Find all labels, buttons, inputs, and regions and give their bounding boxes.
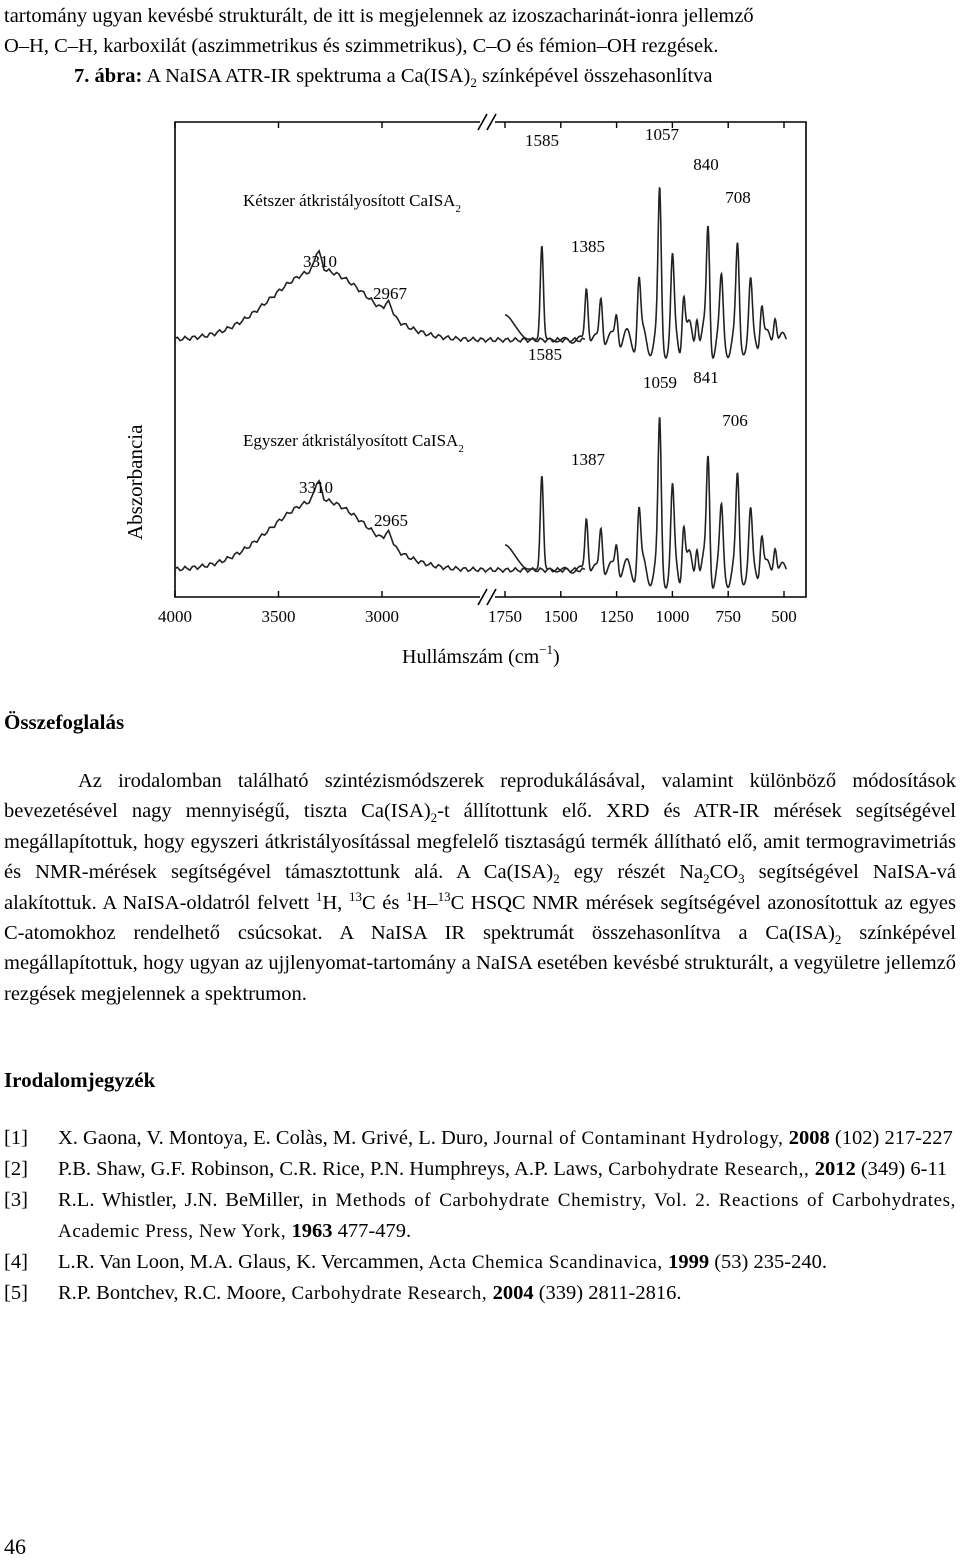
page-number: 46 <box>4 1534 26 1559</box>
peak-label: 1385 <box>571 237 605 256</box>
figure-caption <box>74 64 713 91</box>
peak-label: 708 <box>725 188 751 207</box>
axis-break-marks <box>478 114 496 605</box>
section-heading-references: Irodalomjegyzék <box>4 1068 156 1092</box>
series-name-bottom: Egyszer átkristályosított CaISA$_2$ <box>243 431 464 455</box>
caption-subscript: 2 <box>470 75 477 91</box>
reference-item <box>4 1247 956 1278</box>
reference-pages: (339) 2811-2816. <box>533 1282 682 1304</box>
summary-paragraph: Az irodalomban található szintézismódszerek reprodukálásával, valamint különböző módosítások bevezetésével nagy mennyiségű, tiszta $Ca(ISA)_2-t$ állítottunk elő. XRD és ATR-IR mérések segítségével megállapítottuk, hogy egyszeri átkristályosítással megfelelő tisztaságú termék állítható elő, amit termogravimetriás és NMR-mérések segítségével támasztottunk alá. A $Ca(ISA)_2$ egy részét $Na_2CO_3$ segítségével NaISA-vá alakítottuk. A NaISA-oldatról felvett $^1$H, $^{13}$C és $^1$H–$^{13}$C HSQC NMR mérések segítségével azonosítottuk az egyes C-atomokhoz rendelhető csúcsokat. A NaISA IR spektrumát összehasonlítva a $Ca(ISA)_2$ színképével megállapítottuk, hogy ugyan az ujjlenyomat-tartomány a NaISA esetében kevésbé strukturált, a vegyületre jellemző rezgések megjelennek a spektrumon. <box>4 770 957 1005</box>
series-line-top <box>175 187 786 358</box>
reference-pages: 477-479. <box>332 1220 412 1242</box>
x-axis-tick-labels <box>158 607 797 626</box>
reference-authors: P.B. Shaw, G.F. Robinson, C.R. Rice, P.N. Humphreys, A.P. Laws, <box>58 1158 603 1180</box>
x-tick-label: 3000 <box>365 607 399 626</box>
ir-spectrum-chart <box>0 100 960 680</box>
reference-item <box>4 1278 956 1309</box>
reference-number: [3] <box>4 1189 28 1211</box>
x-tick-label: 4000 <box>158 607 192 626</box>
peak-labels <box>299 125 751 530</box>
peak-label: 2967 <box>373 284 407 303</box>
x-tick-label: 1000 <box>655 607 690 626</box>
series-name-top: Kétszer átkristályosított CaISA$_2$ <box>243 191 461 215</box>
peak-label: 841 <box>693 368 719 387</box>
peak-label: 1585 <box>528 345 562 364</box>
peak-label: 1059 <box>643 373 677 392</box>
peak-label: 840 <box>693 155 719 174</box>
peak-label: 3310 <box>299 478 333 497</box>
peak-label: 706 <box>722 411 748 430</box>
reference-list <box>4 1123 956 1309</box>
y-axis-label: Abszorbancia <box>123 424 147 540</box>
reference-item <box>4 1185 956 1247</box>
reference-authors: R.P. Bontchev, R.C. Moore, <box>58 1282 287 1304</box>
reference-year: 2012 <box>814 1158 856 1180</box>
reference-authors: X. Gaona, V. Montoya, E. Colàs, M. Grivé, L. Duro, <box>58 1127 489 1149</box>
reference-number: [5] <box>4 1282 28 1304</box>
reference-journal: Carbohydrate Research, <box>286 1283 493 1304</box>
reference-number: [2] <box>4 1158 28 1180</box>
peak-label: 3310 <box>303 252 337 271</box>
reference-authors: L.R. Van Loon, M.A. Glaus, K. Vercammen, <box>58 1251 424 1273</box>
reference-number: [1] <box>4 1127 28 1149</box>
reference-pages: (102) 217-227 <box>829 1127 953 1149</box>
reference-item <box>4 1123 956 1154</box>
reference-year: 1963 <box>291 1220 333 1242</box>
reference-journal: in Methods of Carbohydrate Chemistry, Vol. 2. Reactions of Carbohydrates, Academic Press, New York, <box>58 1190 956 1242</box>
reference-journal: Carbohydrate Research,, <box>602 1159 815 1180</box>
reference-number: [4] <box>4 1251 28 1273</box>
reference-journal: Acta Chemica Scandinavica, <box>423 1252 669 1273</box>
x-tick-label: 500 <box>771 607 797 626</box>
figure-caption-label: 7. ábra: <box>74 65 143 87</box>
body-text-line: O–H, C–H, karboxilát (aszimmetrikus és szimmetrikus), C–O és fémion–OH rezgések. <box>4 35 719 57</box>
reference-pages: (349) 6-11 <box>855 1158 948 1180</box>
x-tick-label: 1750 <box>488 607 522 626</box>
x-tick-label: 750 <box>715 607 741 626</box>
reference-year: 1999 <box>668 1251 710 1273</box>
x-axis-label: Hullámszám $(cm^{-1})$ <box>402 642 560 668</box>
reference-journal: Journal of Contaminant Hydrology, <box>488 1128 789 1149</box>
figure-caption-tail: színképével összehasonlítva <box>481 65 713 87</box>
reference-year: 2008 <box>788 1127 830 1149</box>
reference-item <box>4 1154 956 1185</box>
reference-authors: R.L. Whistler, J.N. BeMiller, <box>58 1189 304 1211</box>
reference-year: 2004 <box>492 1282 534 1304</box>
peak-label: 1387 <box>571 450 605 469</box>
body-text-line: tartomány ugyan kevésbé strukturált, de itt is megjelennek az izoszacharinát-ionra jellemző <box>4 5 754 27</box>
x-tick-label: 1250 <box>599 607 634 626</box>
section-heading-summary: Összefoglalás <box>4 710 125 734</box>
x-tick-label: 1500 <box>543 607 578 626</box>
peak-label: 2965 <box>374 511 408 530</box>
peak-label: 1057 <box>645 125 679 144</box>
x-tick-label: 3500 <box>261 607 296 626</box>
figure-caption-text: A NaISA ATR-IR spektruma a Ca(ISA) <box>146 65 471 87</box>
peak-label: 1585 <box>525 131 559 150</box>
reference-pages: (53) 235-240. <box>709 1251 827 1273</box>
